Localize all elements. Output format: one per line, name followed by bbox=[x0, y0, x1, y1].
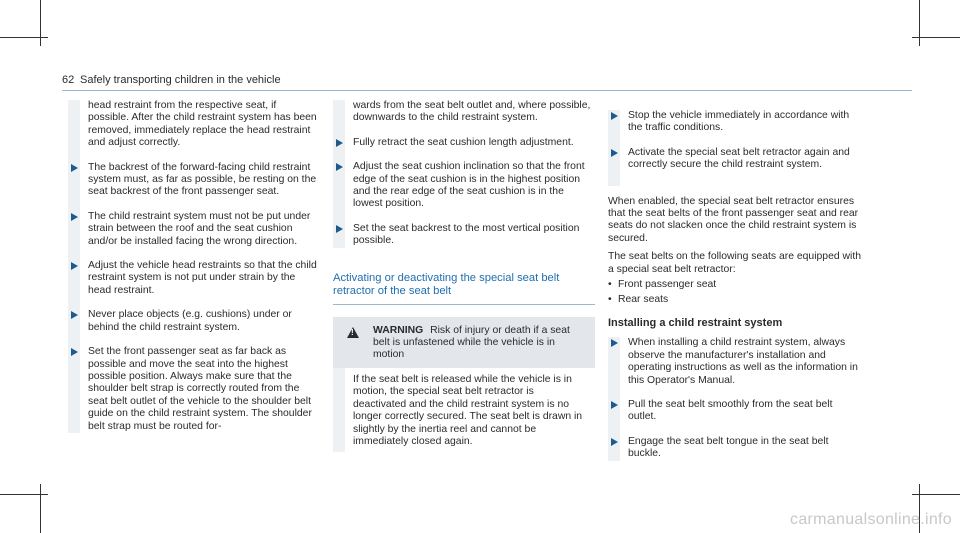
warning-header bbox=[333, 317, 595, 368]
continued-step-block bbox=[333, 100, 595, 248]
step-arrow-icon bbox=[71, 348, 78, 356]
step-text: Never place objects (e.g. cushions) under or behind the child restraint system. bbox=[88, 309, 292, 333]
step-text: The child restraint system must not be put under strain between the roof and the seat cushion and/or be installed facing the wrong direction. bbox=[88, 210, 311, 247]
step-text: Activate the special seat belt retractor again and correctly secure the child restraint system. bbox=[628, 146, 850, 171]
list-item: • Rear seats bbox=[608, 294, 863, 306]
step-text: Stop the vehicle immediately in accordance with the traffic conditions. bbox=[628, 110, 850, 134]
column-1 bbox=[68, 100, 318, 433]
step-arrow-icon bbox=[611, 149, 618, 157]
step-text: Engage the seat belt tongue in the seat belt buckle. bbox=[628, 435, 829, 460]
warning-body: If the seat belt is released while the vehicle is in motion, the special seat belt retractor is deactivated and the child restraint system is no longer correctly secured. The seat belt is drawn in slightly by the inertia reel and cannot be immediately closed again. bbox=[333, 368, 595, 452]
step-text: When installing a child restraint system, always observe the manufacturer's installation and operating instructions as well as the information in this Operator's Manual. bbox=[628, 337, 858, 386]
step-text: Fully retract the seat cushion length adjustment. bbox=[353, 136, 574, 148]
paragraph: The seat belts on the following seats are equipped with a special seat belt retractor: bbox=[608, 251, 861, 275]
warning-label: WARNING bbox=[373, 324, 424, 336]
step-text: Pull the seat belt smoothly from the seat belt outlet. bbox=[628, 398, 833, 423]
crop-mark bbox=[40, 484, 41, 533]
step-arrow-icon bbox=[71, 164, 78, 172]
instruction-step bbox=[88, 309, 318, 334]
step-text: Adjust the seat cushion inclination so that the front edge of the seat cushion is in the highest position and the rear edge of the seat cushion is in the lowest position. bbox=[353, 161, 585, 210]
paragraph: When enabled, the special seat belt retractor ensures that the seat belts of the front passenger seat and rear seats do not slacken once the child restraint system is secured. bbox=[608, 195, 859, 244]
continued-step-block bbox=[68, 100, 318, 433]
continued-text: wards from the seat belt outlet and, where possible, downwards to the child restraint system. bbox=[353, 100, 591, 124]
watermark: carmanualsonline.info bbox=[790, 511, 952, 528]
step-block bbox=[608, 110, 863, 186]
step-text: Set the seat backrest to the most vertical position possible. bbox=[353, 222, 580, 247]
instruction-step bbox=[88, 162, 318, 199]
section-heading: Activating or deactivating the special seat belt retractor of the seat belt bbox=[333, 272, 595, 305]
instruction-step bbox=[628, 110, 863, 135]
continued-text: head restraint from the respective seat, if possible. After the child restraint system has been removed, immediately replace the head restraint and adjust correctly. bbox=[88, 100, 317, 149]
step-arrow-icon bbox=[71, 311, 78, 319]
step-text: Adjust the vehicle head restraints so that the child restraint system is not put under strain by the head restraint. bbox=[88, 260, 317, 296]
step-arrow-icon bbox=[71, 262, 78, 270]
column-2 bbox=[333, 100, 595, 452]
step-arrow-icon bbox=[336, 225, 343, 233]
step-text: The backrest of the forward-facing child restraint system must, as far as possible, be resting on the seat backrest of the front passenger seat. bbox=[88, 161, 317, 198]
instruction-step bbox=[353, 137, 595, 149]
column-3 bbox=[608, 100, 863, 461]
instruction-step bbox=[353, 223, 595, 248]
step-text: Set the front passenger seat as far back as possible and move the seat into the highest possible position. Always make sure that the shoulder belt strap is correctly routed from the seat belt outlet of the vehicle to the shoulder belt guide on the child restraint system. The shoulder belt strap must be routed for- bbox=[88, 346, 312, 432]
step-arrow-icon bbox=[336, 163, 343, 171]
instruction-step bbox=[628, 399, 863, 424]
step-arrow-icon bbox=[611, 339, 618, 347]
step-arrow-icon bbox=[336, 139, 343, 147]
instruction-step bbox=[88, 260, 318, 297]
crop-mark bbox=[919, 0, 920, 46]
step-arrow-icon bbox=[611, 401, 618, 409]
step-arrow-icon bbox=[71, 213, 78, 221]
step-block bbox=[608, 337, 863, 460]
instruction-step bbox=[88, 346, 318, 433]
instruction-step bbox=[353, 161, 595, 211]
crop-mark bbox=[40, 0, 41, 46]
instruction-step bbox=[628, 436, 863, 461]
warning-headline: Risk of injury or death if a seat belt is unfastened while the vehicle is in motion bbox=[373, 324, 570, 361]
step-arrow-icon bbox=[611, 112, 618, 120]
warning-box bbox=[333, 317, 595, 453]
instruction-step bbox=[88, 211, 318, 248]
sub-heading: Installing a child restraint system bbox=[608, 316, 783, 329]
exclamation-icon: ! bbox=[351, 327, 354, 337]
page-number: 62 bbox=[62, 74, 75, 86]
page-title: Safely transporting children in the vehicle bbox=[80, 74, 281, 86]
page-header bbox=[62, 71, 912, 91]
list-item: • Front passenger seat bbox=[608, 279, 863, 291]
instruction-step bbox=[628, 337, 863, 387]
instruction-step bbox=[628, 147, 863, 172]
step-arrow-icon bbox=[611, 438, 618, 446]
